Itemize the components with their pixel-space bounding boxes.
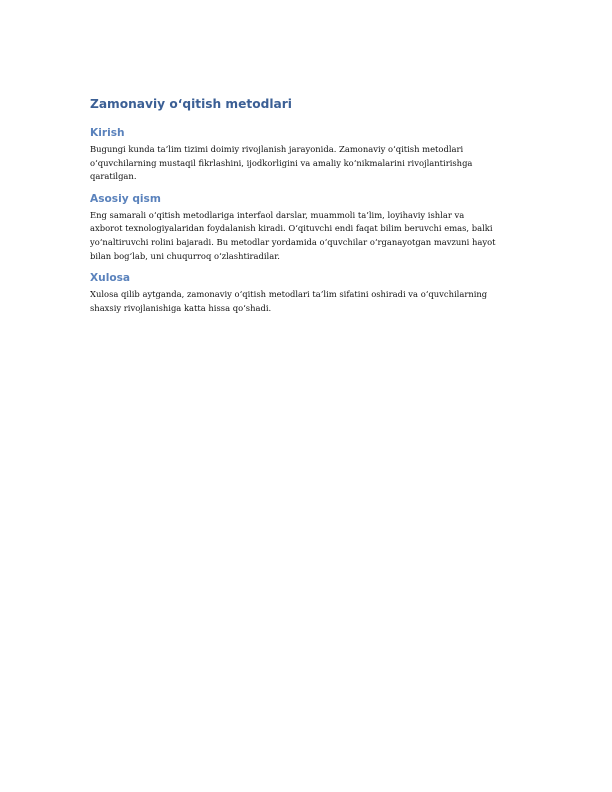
section-kirish [90, 126, 530, 184]
paragraph-line: yo‘naltiruvchi rolini bajaradi. Bu metodlar yordamida o‘quvchilar o‘rganayotgan mavzuni hayot [90, 236, 496, 247]
section-paragraph [90, 143, 530, 184]
section-heading: Kirish [90, 127, 125, 139]
paragraph-line: Xulosa qilib aytganda, zamonaviy o‘qitish metodlari ta’lim sifatini oshiradi va o‘quvchilarning [90, 289, 488, 300]
section-heading: Xulosa [90, 272, 131, 285]
section-asosiy-qism [90, 192, 530, 263]
section-xulosa [90, 271, 530, 315]
document-content [90, 96, 530, 323]
paragraph-line: bilan bog‘lab, uni chuqurroq o‘zlashtiradilar. [90, 250, 280, 261]
paragraph-line: Bugungi kunda ta’lim tizimi doimiy rivojlanish jarayonida. Zamonaviy o‘qitish metodlari [90, 144, 464, 154]
section-paragraph [90, 209, 530, 263]
paragraph-line: o‘quvchilarning mustaqil fikrlashini, ijodkorligini va amaliy ko‘nikmalarini rivojlantirishga [90, 157, 473, 168]
paragraph-line: shaxsiy rivojlanishiga katta hissa qo‘shadi. [90, 302, 272, 313]
paragraph-line: qaratilgan. [90, 171, 137, 182]
paragraph-line: Eng samarali o‘qitish metodlariga interfaol darslar, muammoli ta’lim, loyihaviy ishlar va [90, 209, 465, 220]
paragraph-line: axborot texnologiyalaridan foydalanish kiradi. O‘qituvchi endi faqat bilim beruvchi emas, balki [90, 223, 493, 234]
section-heading: Asosiy qism [90, 192, 161, 205]
document-title: Zamonaviy o‘qitish metodlari [90, 97, 292, 111]
section-paragraph [90, 288, 530, 315]
